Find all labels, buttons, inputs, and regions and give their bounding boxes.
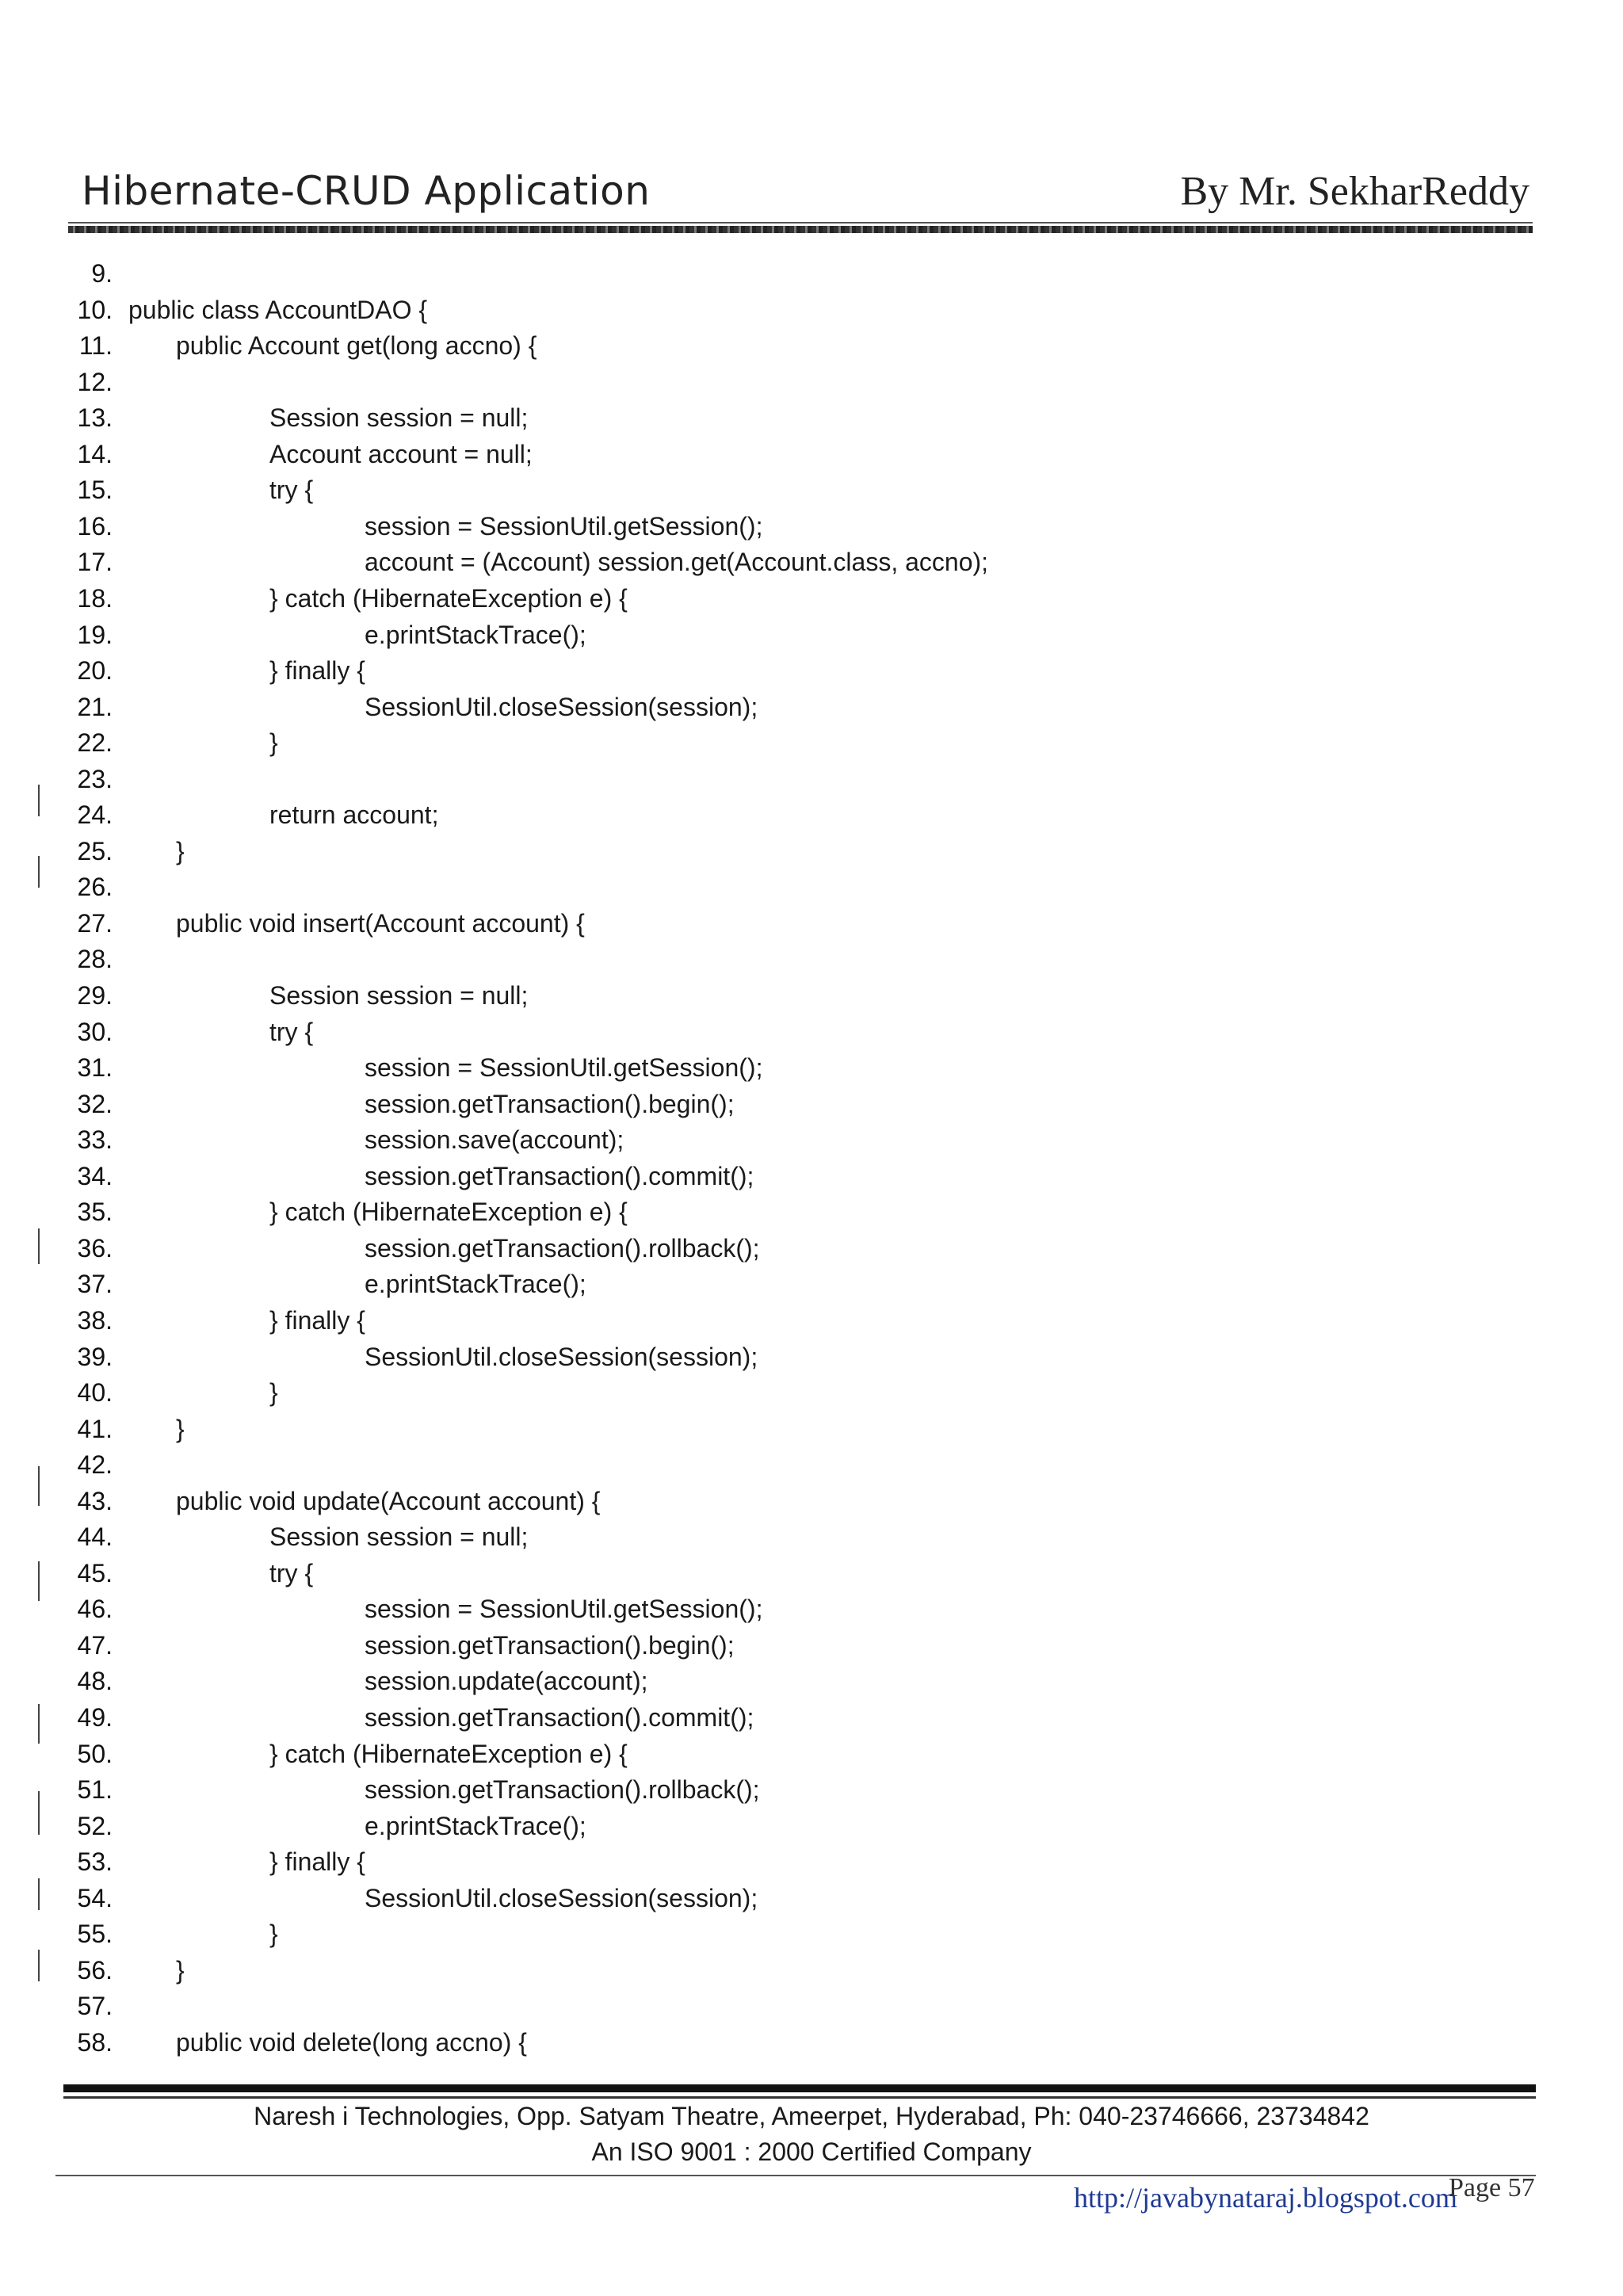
line-number: 35. (77, 1198, 113, 1227)
line-number: 49. (77, 1703, 113, 1732)
code-text: account = (Account) session.get(Account.class, accno); (365, 548, 989, 577)
code-line (0, 869, 1623, 905)
code-line (0, 1121, 1623, 1158)
code-text: session.getTransaction().commit(); (365, 1161, 754, 1190)
code-line (0, 905, 1623, 942)
code-line (0, 327, 1623, 364)
line-number: 22. (77, 728, 113, 758)
line-number: 14. (77, 439, 113, 468)
code-line (0, 1771, 1623, 1808)
line-number: 58. (77, 2027, 113, 2057)
code-text: Account account = null; (269, 439, 533, 468)
code-line (0, 508, 1623, 544)
code-line (0, 472, 1623, 508)
code-text: Session session = null; (269, 1522, 529, 1552)
line-number: 20. (77, 656, 113, 686)
line-number: 50. (77, 1739, 113, 1768)
code-text: session = SessionUtil.getSession(); (365, 511, 763, 541)
code-line (0, 1230, 1623, 1266)
code-line (0, 652, 1623, 689)
code-line (0, 1663, 1623, 1699)
code-text: public Account get(long accno) { (176, 331, 537, 361)
line-number: 19. (77, 620, 113, 649)
code-line (0, 1591, 1623, 1627)
line-number: 15. (77, 476, 113, 505)
code-text: try { (269, 1558, 314, 1587)
code-text: session.getTransaction().commit(); (365, 1703, 754, 1732)
line-number: 23. (77, 764, 113, 793)
code-text: } (176, 836, 185, 865)
line-number: 53. (77, 1847, 113, 1877)
code-line (0, 1339, 1623, 1375)
code-text: public void delete(long accno) { (176, 2027, 527, 2057)
code-text: SessionUtil.closeSession(session); (365, 1342, 758, 1371)
code-text: } catch (HibernateException e) { (269, 583, 628, 613)
code-text: } finally { (269, 1305, 365, 1335)
code-line (0, 1194, 1623, 1230)
code-line (0, 1158, 1623, 1194)
code-text: } (176, 1955, 185, 1985)
code-line (0, 797, 1623, 833)
code-text: } (269, 1920, 278, 1949)
line-number: 11. (78, 331, 113, 361)
line-number: 26. (77, 873, 113, 902)
line-number: 27. (77, 908, 113, 938)
code-text: try { (269, 476, 314, 505)
line-number: 44. (77, 1522, 113, 1552)
document-title: Hibernate-CRUD Application (82, 168, 651, 214)
code-text: SessionUtil.closeSession(session); (365, 692, 758, 721)
code-line (0, 1736, 1623, 1772)
line-number: 25. (77, 836, 113, 865)
code-text: session.update(account); (365, 1667, 648, 1696)
line-number: 16. (77, 511, 113, 541)
code-line (0, 436, 1623, 472)
line-number: 10. (77, 295, 113, 324)
code-line (0, 689, 1623, 725)
line-number: 9. (91, 259, 113, 288)
page-number: Page 57 (1449, 2173, 1535, 2202)
line-number: 37. (77, 1270, 113, 1299)
code-text: public class AccountDAO { (128, 295, 428, 324)
line-number: 51. (77, 1775, 113, 1805)
code-line (0, 1627, 1623, 1664)
code-line (0, 399, 1623, 436)
line-number: 38. (77, 1305, 113, 1335)
code-line (0, 1014, 1623, 1050)
code-text: session.getTransaction().rollback(); (365, 1775, 760, 1805)
line-number: 57. (77, 1992, 113, 2021)
code-line (0, 1446, 1623, 1483)
author-name: By Mr. SekharReddy (1180, 169, 1529, 214)
code-line (0, 1411, 1623, 1447)
code-line (0, 1519, 1623, 1555)
code-line (0, 1880, 1623, 1916)
line-number: 18. (77, 583, 113, 613)
line-number: 43. (77, 1486, 113, 1515)
line-number: 21. (77, 692, 113, 721)
code-line (0, 364, 1623, 400)
code-line (0, 1808, 1623, 1844)
line-number: 30. (77, 1017, 113, 1046)
line-number: 32. (77, 1089, 113, 1118)
code-line (0, 1699, 1623, 1736)
line-number: 33. (77, 1125, 113, 1155)
code-line (0, 2024, 1623, 2061)
code-text: session.getTransaction().rollback(); (365, 1233, 760, 1263)
code-line (0, 255, 1623, 292)
line-number: 29. (77, 981, 113, 1010)
code-text: try { (269, 1017, 314, 1046)
code-text: public void insert(Account account) { (176, 908, 585, 938)
code-text: return account; (269, 800, 439, 830)
line-number: 41. (77, 1414, 113, 1443)
code-line (0, 580, 1623, 617)
footer-certification: An ISO 9001 : 2000 Certified Company (591, 2137, 1032, 2166)
line-number: 55. (77, 1920, 113, 1949)
code-line (0, 1843, 1623, 1880)
code-line (0, 1374, 1623, 1411)
line-number: 56. (77, 1955, 113, 1985)
line-number: 13. (77, 403, 113, 433)
code-line (0, 1988, 1623, 2024)
code-text: session = SessionUtil.getSession(); (365, 1595, 763, 1624)
code-text: } (269, 1378, 278, 1408)
code-text: e.printStackTrace(); (365, 1811, 586, 1840)
code-text: e.printStackTrace(); (365, 620, 586, 649)
code-line (0, 544, 1623, 580)
line-number: 45. (77, 1558, 113, 1587)
line-number: 52. (77, 1811, 113, 1840)
code-line (0, 1086, 1623, 1122)
footer-address: Naresh i Technologies, Opp. Satyam Theatre, Ameerpet, Hyderabad, Ph: 040-23746666, 23734842 (254, 2102, 1369, 2130)
line-number: 39. (77, 1342, 113, 1371)
code-line (0, 833, 1623, 869)
code-text: } (176, 1414, 185, 1443)
line-number: 34. (77, 1161, 113, 1190)
code-line (0, 724, 1623, 761)
code-text: e.printStackTrace(); (365, 1270, 586, 1299)
line-number: 17. (77, 548, 113, 577)
line-number: 40. (77, 1378, 113, 1408)
code-line (0, 1555, 1623, 1591)
line-number: 28. (77, 945, 113, 974)
code-line (0, 1266, 1623, 1302)
line-number: 48. (77, 1667, 113, 1696)
code-line (0, 977, 1623, 1014)
code-text: SessionUtil.closeSession(session); (365, 1883, 758, 1912)
code-text: public void update(Account account) { (176, 1486, 601, 1515)
code-text: Session session = null; (269, 981, 529, 1010)
code-text: session.getTransaction().begin(); (365, 1089, 735, 1118)
code-text: session = SessionUtil.getSession(); (365, 1053, 763, 1083)
blog-url-link[interactable]: http://javabynataraj.blogspot.com (1074, 2182, 1457, 2214)
line-number: 46. (77, 1595, 113, 1624)
line-number: 36. (77, 1233, 113, 1263)
code-line (0, 1049, 1623, 1086)
footer-divider-thin (63, 2096, 1536, 2099)
line-number: 54. (77, 1883, 113, 1912)
code-line (0, 761, 1623, 797)
line-number: 42. (77, 1450, 113, 1480)
code-text: } finally { (269, 1847, 365, 1877)
code-text: session.getTransaction().begin(); (365, 1630, 735, 1660)
line-number: 12. (77, 367, 113, 396)
code-text: } catch (HibernateException e) { (269, 1198, 628, 1227)
line-number: 47. (77, 1630, 113, 1660)
code-text: } catch (HibernateException e) { (269, 1739, 628, 1768)
footer-divider-bottom (55, 2175, 1536, 2176)
line-number: 31. (77, 1053, 113, 1083)
code-line (0, 1916, 1623, 1952)
code-text: session.save(account); (365, 1125, 624, 1155)
footer-divider-thick (63, 2084, 1536, 2092)
code-text: } (269, 728, 278, 758)
code-line (0, 617, 1623, 653)
code-text: } finally { (269, 656, 365, 686)
line-number: 24. (77, 800, 113, 830)
code-line (0, 1483, 1623, 1519)
code-text: Session session = null; (269, 403, 529, 433)
code-line (0, 1302, 1623, 1339)
code-line (0, 1952, 1623, 1988)
code-line (0, 941, 1623, 977)
code-line (0, 292, 1623, 328)
